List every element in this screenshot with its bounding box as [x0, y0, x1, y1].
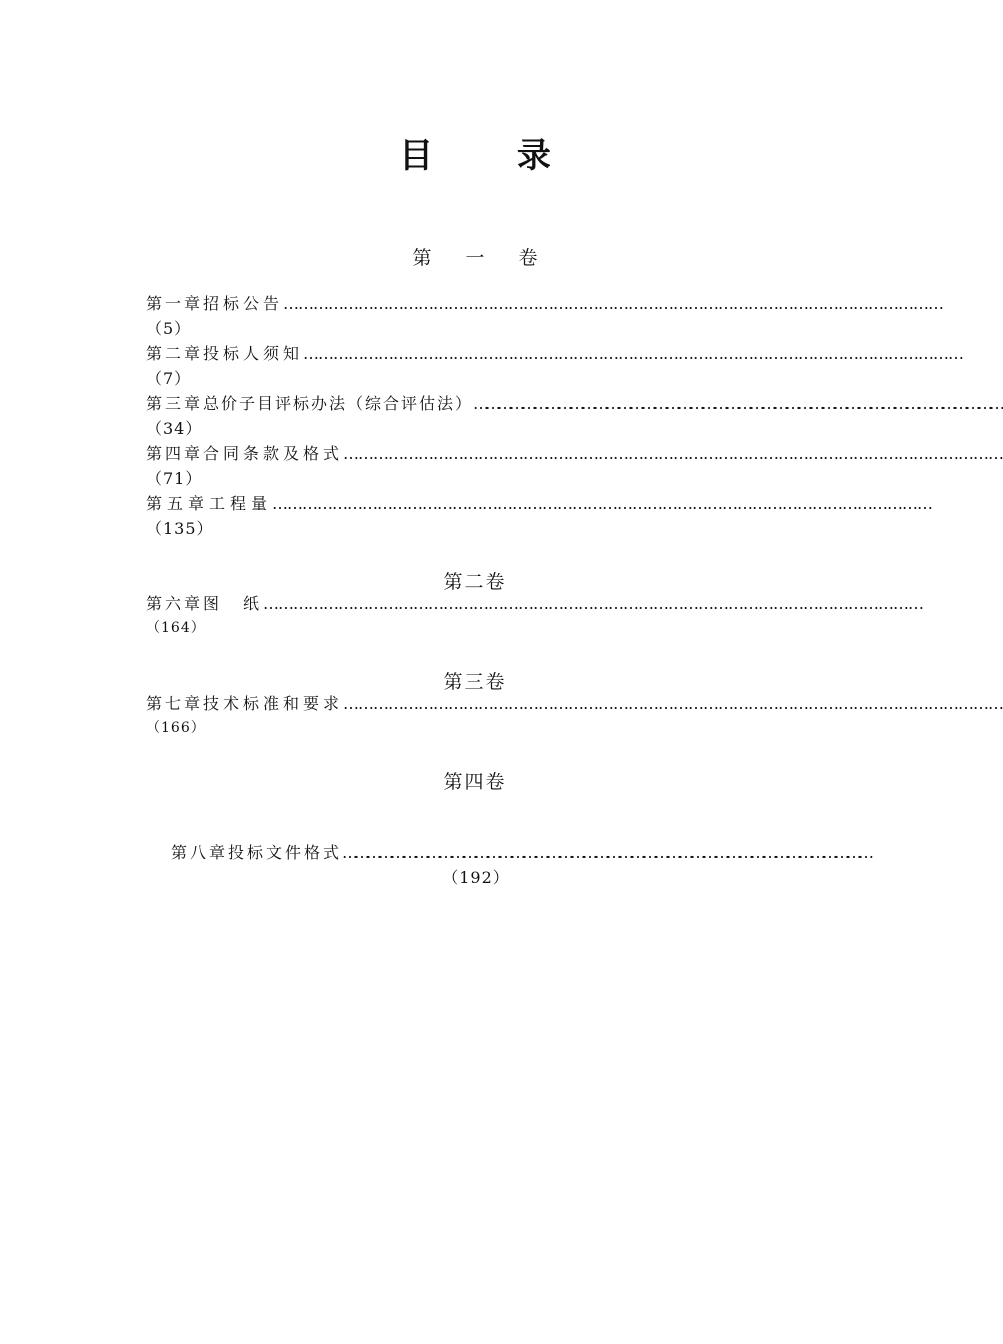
toc-entry[interactable] — [146, 291, 944, 341]
toc-entry[interactable] — [146, 591, 924, 641]
toc-entry[interactable] — [171, 840, 871, 887]
volume-2-heading: 第二卷 — [443, 571, 507, 593]
page-number: （7） — [146, 369, 192, 388]
toc-entry[interactable] — [146, 441, 1003, 491]
page-number: （5） — [146, 319, 192, 338]
volume-1-heading: 第 一 卷 — [412, 247, 552, 269]
chapter-number: 第五章 — [146, 494, 210, 513]
toc-entry[interactable] — [146, 491, 933, 541]
page-number: （135） — [146, 519, 214, 538]
dot-leader: …………………………………………………………………………………………………………………… — [272, 494, 933, 513]
chapter-number: 第四章 — [146, 444, 204, 463]
dot-leader: …………………………………………………………………………………………………………………… — [343, 694, 1003, 713]
chapter-number: 第六章 — [146, 594, 204, 613]
page-number: （164） — [146, 620, 206, 636]
dot-leader: …………………………………………………………………………………………………………………… — [342, 843, 871, 862]
chapter-number: 第八章 — [171, 843, 229, 862]
chapter-title: 工程量 — [209, 494, 273, 513]
toc-entry[interactable] — [146, 691, 1003, 741]
chapter-title: 图 纸 — [203, 594, 264, 613]
chapter-title: 技术标准和要求 — [203, 694, 344, 713]
page-number: （71） — [146, 469, 203, 488]
chapter-title: 投标人须知 — [203, 344, 304, 363]
chapter-number: 第三章 — [146, 394, 204, 413]
page-number: （192） — [442, 868, 510, 887]
chapter-number: 第七章 — [146, 694, 204, 713]
chapter-title: 招标公告 — [203, 294, 284, 313]
dot-leader: …………………………………………………………………………………………………………………… — [473, 394, 1002, 413]
toc-entry[interactable] — [146, 391, 1002, 441]
dot-leader: …………………………………………………………………………………………………………………… — [343, 444, 1003, 463]
toc-entry[interactable] — [146, 341, 964, 391]
chapter-title: 投标文件格式 — [228, 843, 343, 862]
dot-leader: …………………………………………………………………………………………………………………… — [263, 594, 924, 613]
dot-leader: …………………………………………………………………………………………………………………… — [283, 294, 944, 313]
chapter-title: 合同条款及格式 — [203, 444, 344, 463]
volume-4-heading: 第四卷 — [443, 771, 507, 793]
chapter-number: 第二章 — [146, 344, 204, 363]
chapter-title: 总价子目评标办法（综合评估法） — [203, 394, 474, 413]
page-number: （34） — [146, 419, 203, 438]
page-number: （166） — [146, 720, 206, 736]
page-title: 目 录 — [399, 136, 587, 176]
chapter-number: 第一章 — [146, 294, 204, 313]
volume-3-heading: 第三卷 — [443, 671, 507, 693]
dot-leader: …………………………………………………………………………………………………………………… — [303, 344, 964, 363]
